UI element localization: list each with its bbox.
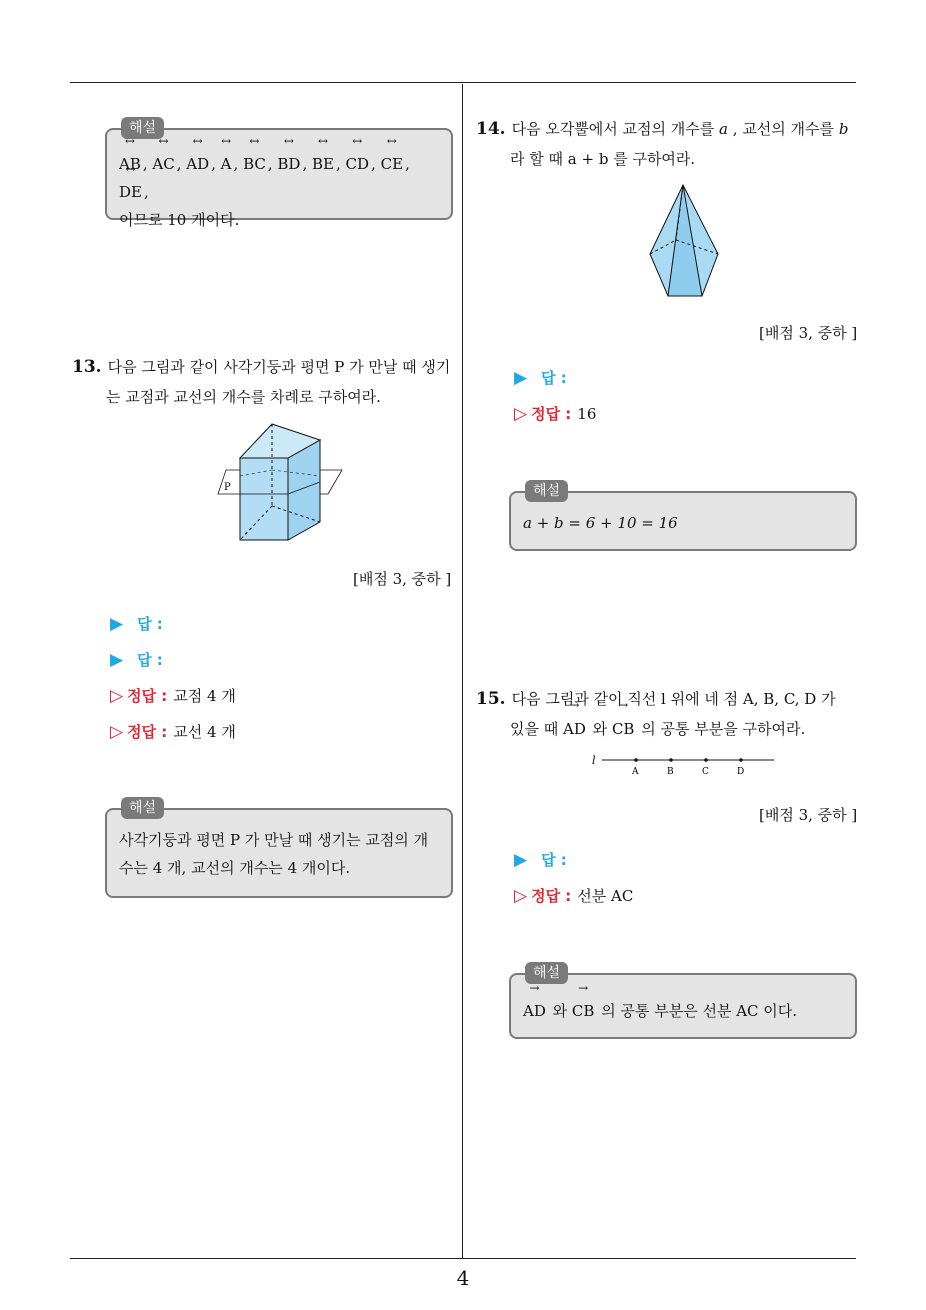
answer-label: 답 : xyxy=(541,369,567,387)
solution-tag: 해설 xyxy=(525,962,568,984)
question-13 xyxy=(72,352,457,412)
answer-line xyxy=(514,368,567,388)
point-label: D xyxy=(737,767,745,777)
solution-box-14 xyxy=(509,483,857,551)
line-symbol: ↔ BD xyxy=(277,150,300,178)
line-symbol: ↔ BC xyxy=(243,150,266,178)
solution-tag: 해설 xyxy=(121,797,164,819)
correct-answer-line xyxy=(110,722,236,742)
outline-triangle-icon: ▷ xyxy=(110,686,124,706)
correct-label: 정답 : xyxy=(127,723,168,741)
answer-label: 답 : xyxy=(137,651,163,669)
line-symbol: ↔ DE xyxy=(119,178,142,206)
question-text: 다음 그림과 같이 직선 l 위에 네 점 A, B, C, D 가 xyxy=(511,690,836,708)
correct-value: 교선 4 개 xyxy=(173,723,236,741)
solution-text: 이므로 10 개이다. xyxy=(119,211,240,229)
ray-symbol: → AD xyxy=(523,997,546,1025)
correct-answer-line xyxy=(110,686,236,706)
answer-line xyxy=(110,614,163,634)
solution-text: a + b = 6 + 10 = 16 xyxy=(523,514,678,532)
outline-triangle-icon: ▷ xyxy=(514,404,528,424)
points-14: [배점 3, 중하 ] xyxy=(759,324,858,342)
triangle-icon: ▶ xyxy=(110,614,124,634)
solution-text: → AD 와 → CB 의 공통 부분은 선분 AC 이다. xyxy=(523,997,841,1025)
ray-symbol: → CB xyxy=(572,997,595,1025)
line-symbol: ↔ AB xyxy=(119,150,141,178)
question-number: 13. xyxy=(72,357,102,377)
line-symbol: ↔ BE xyxy=(312,150,334,178)
question-text-cont: 는 교점과 교선의 개수를 차례로 구하여라. xyxy=(106,388,381,406)
question-14 xyxy=(476,114,860,174)
solution-box-15 xyxy=(509,965,857,1039)
answer-label: 답 : xyxy=(541,851,567,869)
solution-lines-list: ↔ AB , ↔ AC , ↔ AD , ↔ A , ↔ BC , ↔ BD , ↔ BE , ↔ CD , ↔ CE , ↔ DE , xyxy=(119,150,437,206)
point-label: A xyxy=(632,767,639,777)
question-text-cont: 있을 때 → AD 와 → CB 의 공통 부분을 구하여라. xyxy=(476,714,860,744)
triangle-icon: ▶ xyxy=(514,850,528,870)
line-symbol: ↔ A xyxy=(221,150,232,178)
correct-value: 선분 AC xyxy=(577,887,634,905)
solution-box-12 xyxy=(105,120,453,229)
question-number: 15. xyxy=(476,689,506,709)
column-divider xyxy=(462,84,463,1258)
correct-answer-line xyxy=(514,404,596,424)
pentagonal-pyramid-figure xyxy=(640,182,730,300)
answer-label: 답 : xyxy=(137,615,163,633)
page-number: 4 xyxy=(456,1266,470,1290)
prism-plane-figure xyxy=(210,418,360,546)
line-symbol: ↔ CE xyxy=(381,150,403,178)
ray-symbol: → AD xyxy=(563,714,586,744)
correct-label: 정답 : xyxy=(531,887,572,905)
number-line-figure xyxy=(588,750,778,780)
var-a: a xyxy=(719,120,728,138)
triangle-icon: ▶ xyxy=(514,368,528,388)
outline-triangle-icon: ▷ xyxy=(110,722,124,742)
line-label: l xyxy=(592,754,596,767)
top-rule xyxy=(70,82,856,83)
triangle-icon: ▶ xyxy=(110,650,124,670)
point-label: C xyxy=(702,767,709,777)
ray-symbol: → CB xyxy=(612,714,635,744)
outline-triangle-icon: ▷ xyxy=(514,886,528,906)
correct-answer-line xyxy=(514,886,633,906)
solution-tag: 해설 xyxy=(525,480,568,502)
question-text: 다음 오각뿔에서 교점의 개수를 xyxy=(511,120,715,138)
points-13: [배점 3, 중하 ] xyxy=(353,570,452,588)
point-label: B xyxy=(667,767,674,777)
question-text: , 교선의 개수를 xyxy=(732,120,835,138)
correct-value: 교점 4 개 xyxy=(173,687,236,705)
answer-line xyxy=(110,650,163,670)
line-symbol: ↔ AC xyxy=(152,150,174,178)
line-symbol: ↔ CD xyxy=(346,150,370,178)
plane-label: P xyxy=(224,482,231,493)
correct-label: 정답 : xyxy=(127,687,168,705)
question-text: 다음 그림과 같이 사각기둥과 평면 P 가 만날 때 생기 xyxy=(107,358,451,376)
var-b: b xyxy=(838,120,849,138)
solution-box-13 xyxy=(105,800,453,898)
points-15: [배점 3, 중하 ] xyxy=(759,806,858,824)
answer-line xyxy=(514,850,567,870)
solution-text: 사각기둥과 평면 P 가 만날 때 생기는 교점의 개 xyxy=(119,831,429,849)
solution-text: 수는 4 개, 교선의 개수는 4 개이다. xyxy=(119,859,351,877)
correct-label: 정답 : xyxy=(531,405,572,423)
question-text-cont: 라 할 때 a + b 를 구하여라. xyxy=(510,150,696,168)
question-15 xyxy=(476,684,860,744)
correct-value: 16 xyxy=(577,405,597,423)
line-symbol: ↔ AD xyxy=(186,150,209,178)
question-number: 14. xyxy=(476,119,506,139)
solution-tag: 해설 xyxy=(121,117,164,139)
bottom-rule xyxy=(70,1258,856,1259)
